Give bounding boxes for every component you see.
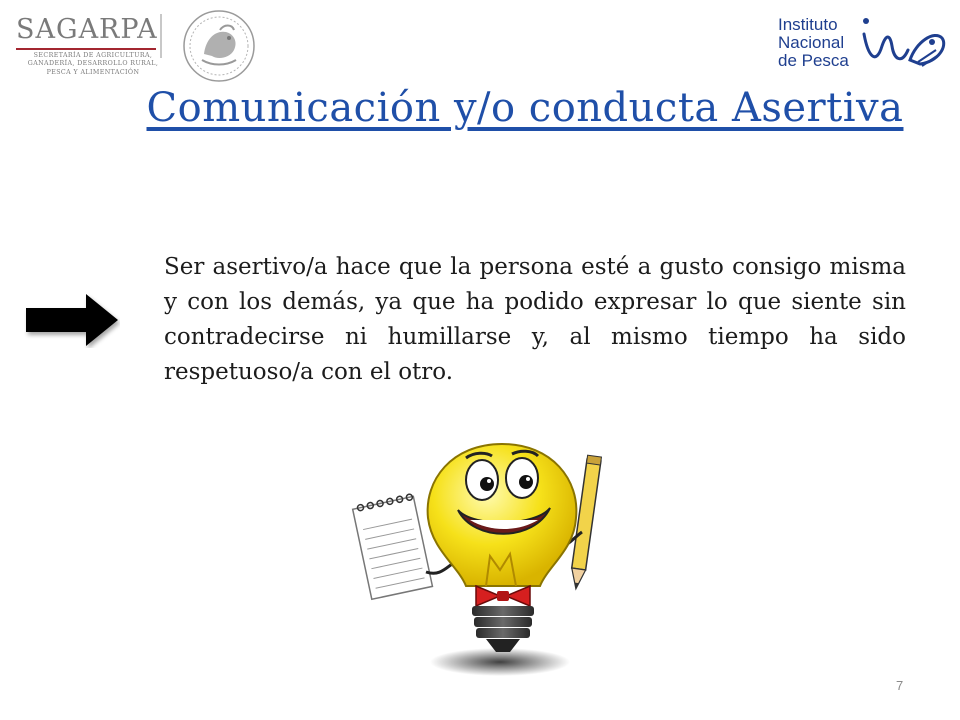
sagarpa-subtitle-line: GANADERÍA, DESARROLLO RURAL,	[27, 60, 159, 68]
sagarpa-logo	[14, 8, 264, 84]
inp-logo-line: Instituto	[778, 15, 838, 34]
sagarpa-wordmark: SAGARPA	[16, 14, 158, 45]
inp-fish-mark-icon	[862, 16, 950, 76]
inp-logo-line: Nacional	[778, 33, 845, 52]
inp-logo	[776, 16, 952, 80]
page-number: 7	[896, 678, 904, 693]
inp-logo-line: de Pesca	[778, 51, 849, 70]
slide-title: Comunicación y/o conducta Asertiva	[146, 85, 904, 131]
sagarpa-subtitle	[18, 52, 168, 77]
logo-divider	[160, 14, 162, 58]
sagarpa-subtitle-line: SECRETARÍA DE AGRICULTURA,	[33, 52, 153, 59]
slide-body-text: Ser asertivo/a hace que la persona esté a gusto consigo misma y con los demás, ya que ha podido expresar lo que siente sin contradecirse ni humillarse y, al mismo tiempo ha sido respetuoso/a con el otro.	[164, 254, 906, 385]
right-arrow-icon	[24, 292, 120, 348]
smiling-lightbulb-with-notepad-and-pencil-icon	[340, 440, 640, 690]
sagarpa-accent-line	[16, 48, 156, 50]
sagarpa-subtitle-line: PESCA Y ALIMENTACIÓN	[46, 68, 140, 76]
mexico-coat-of-arms-icon	[176, 8, 262, 84]
